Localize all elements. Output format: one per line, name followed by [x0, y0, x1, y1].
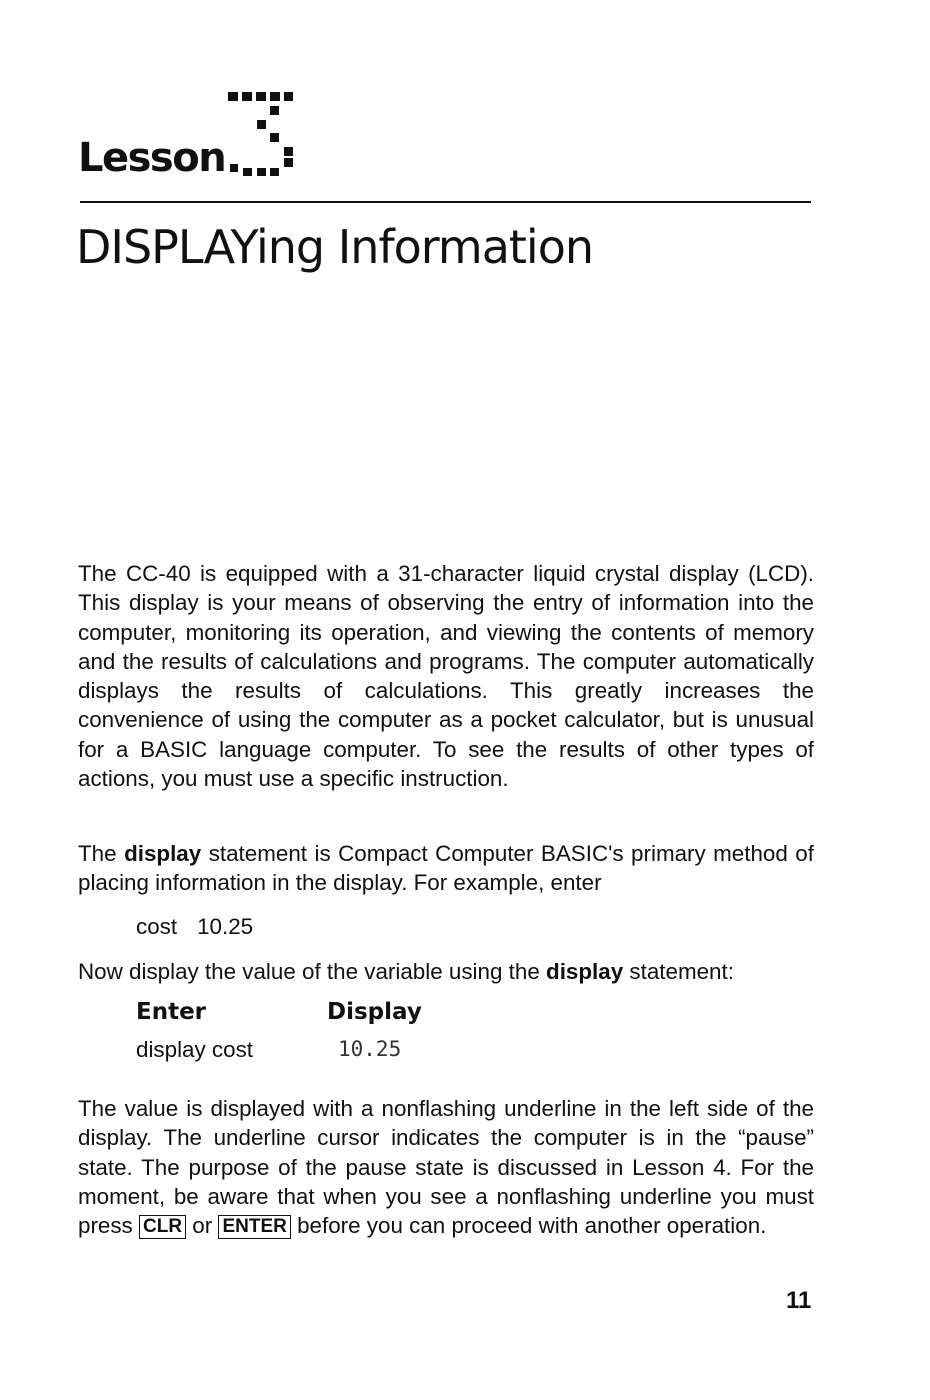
- digit-dot: [270, 133, 279, 142]
- digit-dot: [228, 92, 238, 101]
- paragraph-display-statement: The display statement is Compact Computer BASIC's primary method of placing information in the display. For example, enter: [78, 841, 814, 896]
- digit-dot: [257, 120, 266, 129]
- digit-dot: [256, 92, 266, 101]
- example-display-value: 10.25: [338, 1037, 402, 1061]
- digit-dot: [257, 168, 266, 176]
- clr-key: CLR: [139, 1215, 186, 1239]
- example-assignment: [136, 912, 253, 941]
- title-rule: [80, 201, 811, 203]
- example-enter-value: display cost: [136, 1037, 253, 1062]
- lesson-title: DISPLAYing Information: [76, 220, 593, 274]
- digit-dot: [284, 147, 293, 156]
- lesson-label: Lesson: [78, 135, 226, 181]
- lesson-number-graphic: [0, 0, 930, 200]
- digit-dot: [284, 158, 293, 167]
- digit-dot: [270, 106, 279, 115]
- digit-dot: [230, 164, 238, 172]
- keyword-display: display: [124, 841, 202, 866]
- digit-dot: [284, 92, 293, 101]
- digit-dot: [243, 168, 252, 176]
- keyword-display: display: [546, 959, 624, 984]
- enter-key: ENTER: [218, 1215, 290, 1239]
- column-header-enter: Enter: [136, 999, 207, 1025]
- example-variable: cost: [136, 914, 178, 939]
- column-header-display: Display: [327, 999, 422, 1025]
- page-number: 11: [786, 1287, 812, 1314]
- paragraph-lcd-intro: The CC-40 is equipped with a 31-character liquid crystal display (LCD). This display is your means of observing the entry of information into the computer, monitoring its operation, and viewing the contents of memory and the results of calculations and programs. The computer automatically displays the results of calculations. This greatly increases the convenience of using the computer as a pocket calculator, but is unusual for a BASIC language computer. To see the results of other types of actions, you must use a specific instruction.: [78, 561, 814, 792]
- digit-dot: [270, 168, 279, 176]
- digit-dot: [242, 92, 252, 101]
- paragraph-pause-state: The value is displayed with a nonflashing underline in the left side of the display. The underline cursor indicates the computer is in the “pause” state. The purpose of the pause state is discussed in Lesson 4. For the moment, be aware that when you see a nonflashing underline you must press CLR or ENTER before you can proceed with another operation.: [78, 1096, 814, 1239]
- digit-dot: [270, 92, 280, 101]
- paragraph-display-instruction: Now display the value of the variable using the display statement:: [78, 959, 734, 984]
- example-value: 10.25: [197, 914, 254, 939]
